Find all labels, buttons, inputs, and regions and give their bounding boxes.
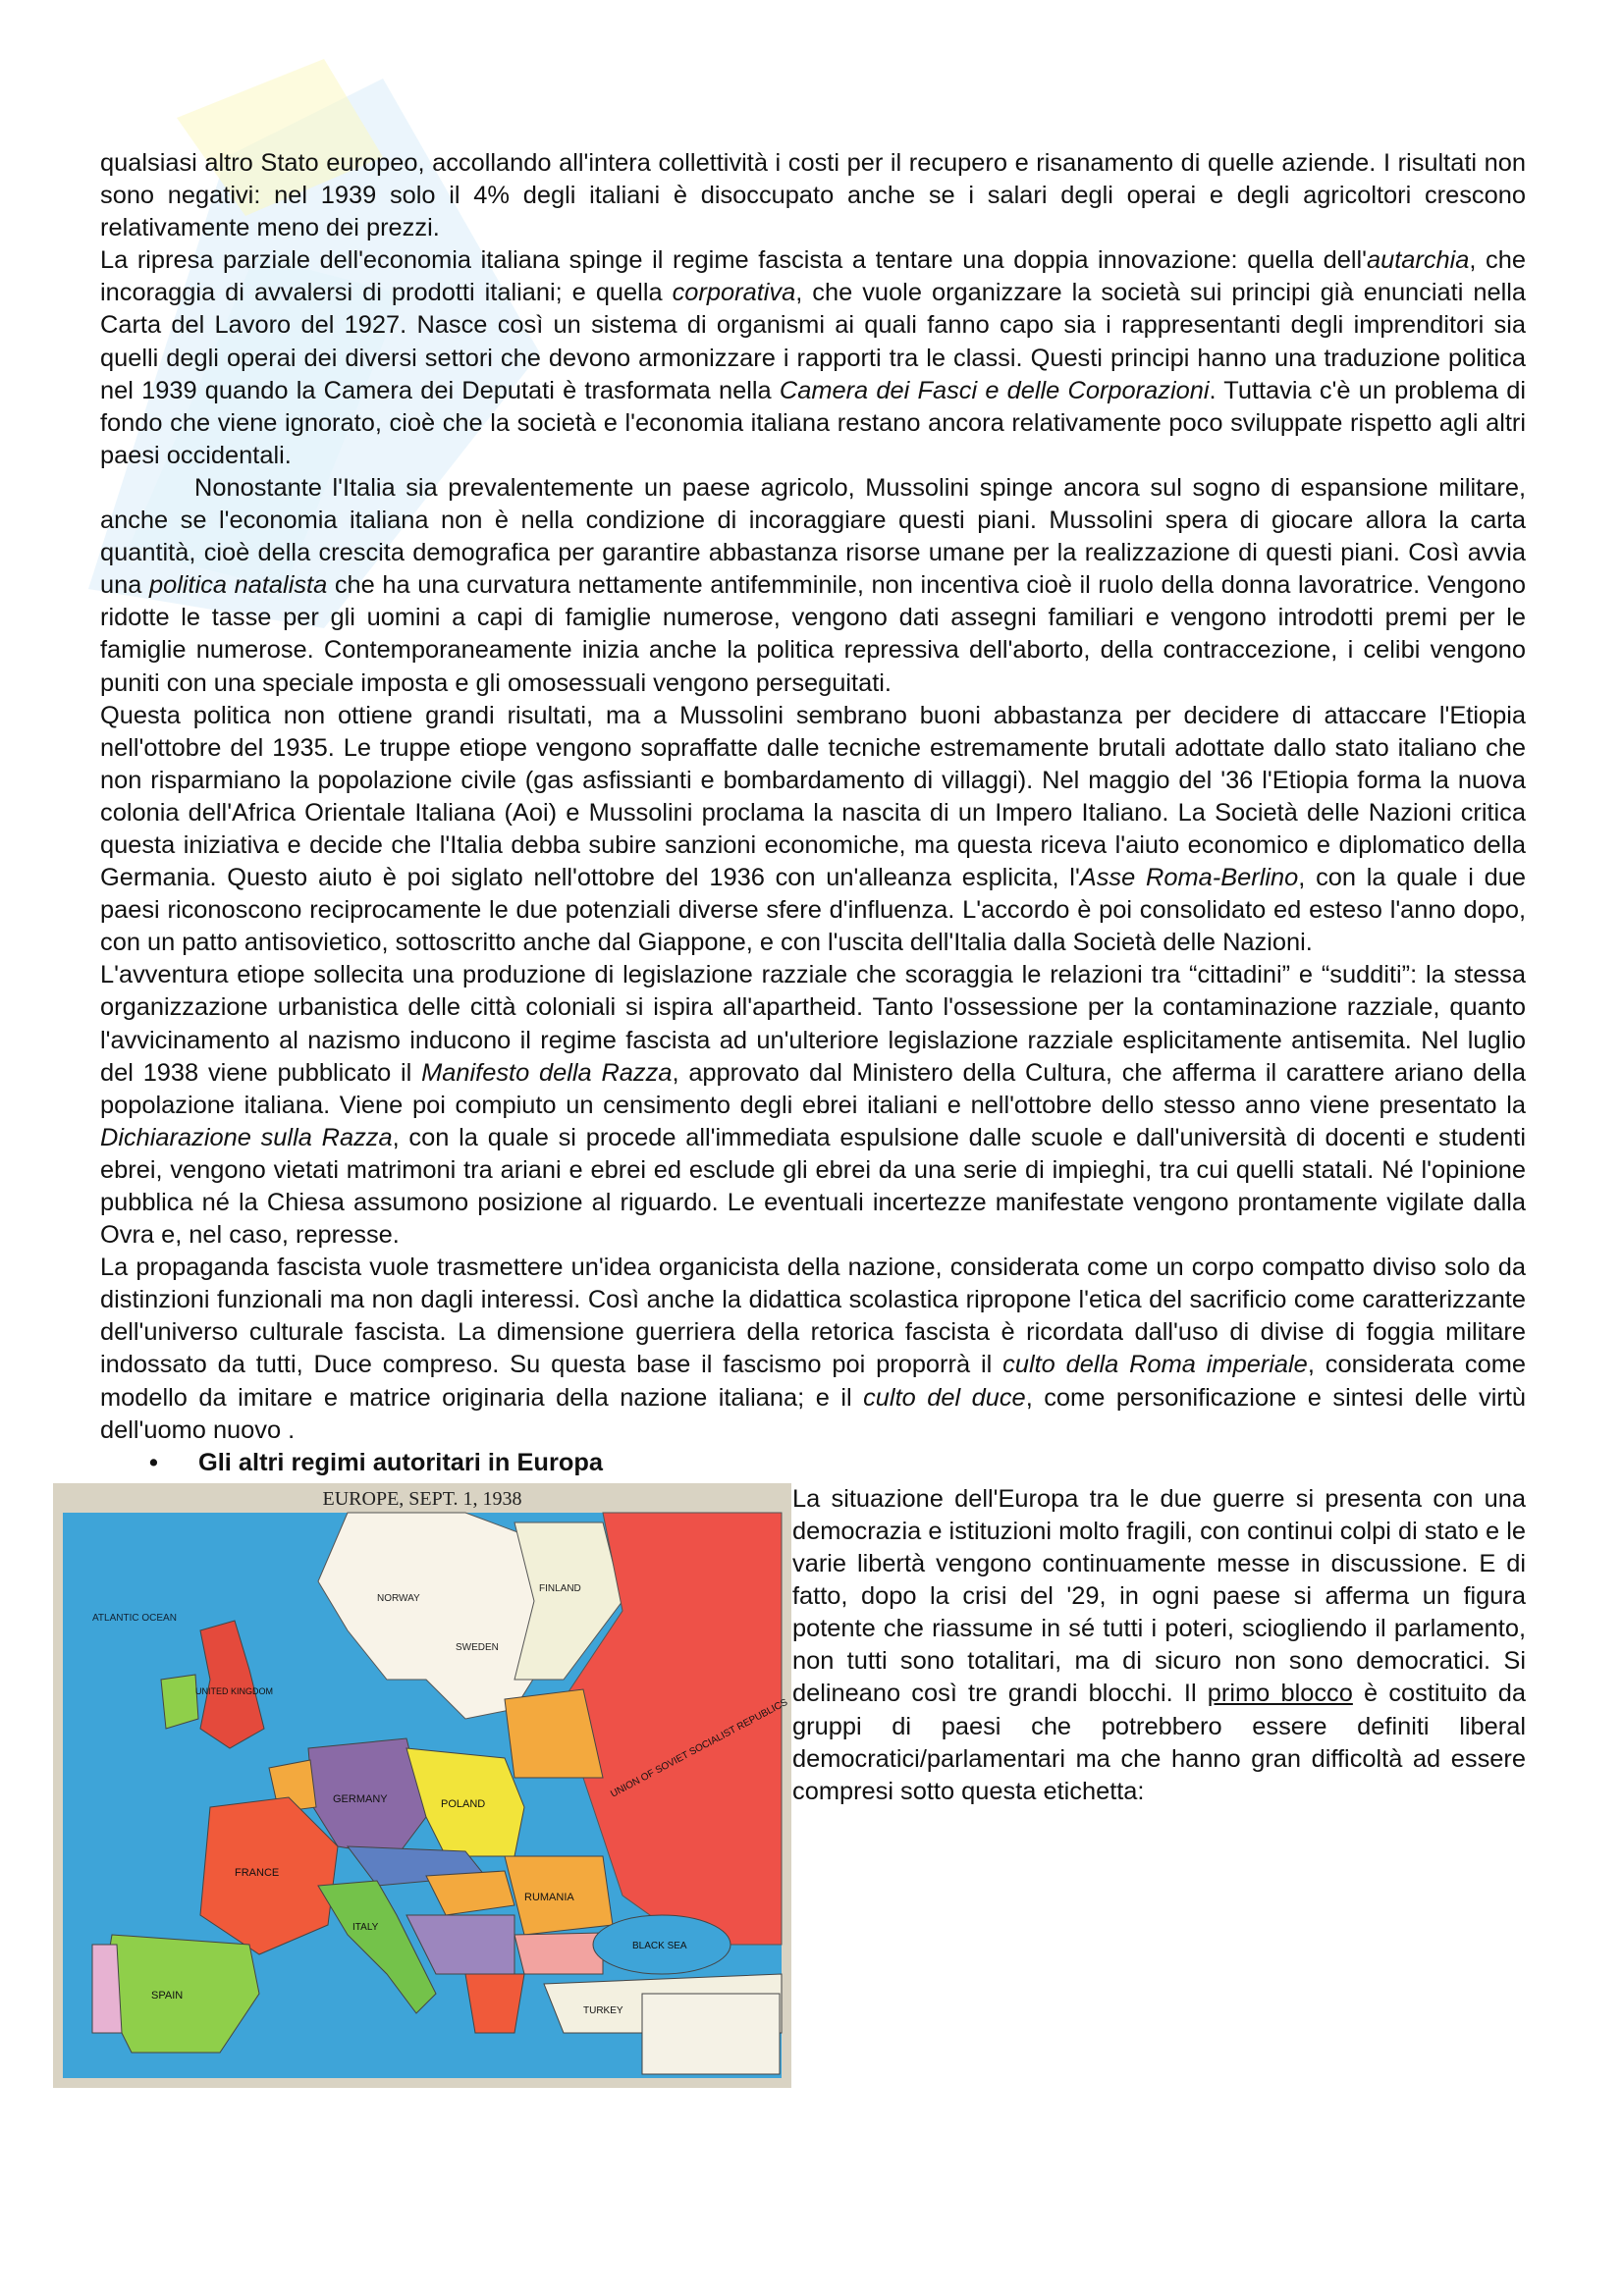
map-label-italy: ITALY	[352, 1921, 379, 1933]
paragraph-6: La propaganda fascista vuole trasmettere un'idea organicista della nazione, considerata come un corpo compatto diviso solo da distinzioni funzionali ma non dagli interessi. Così anche la didattica scolastica ripropone l'etica del sacrificio come caratterizzante dell'universo culturale fascista. La dimensione guerriera della retorica fascista è ricordata dall'uso di divise di foggia militare indossato da tutti, Duce compreso. Su questa base il fascismo poi proporrà il culto della Roma imperiale, considerata come modello da imitare e matrice originaria della nazione italiana; e il culto del duce, come personificazione e sintesi delle virtù dell'uomo nuovo .	[100, 1254, 1526, 1444]
term-autarchia: autarchia	[1366, 246, 1470, 275]
paragraph-3: Nonostante l'Italia sia prevalentemente un paese agricolo, Mussolini spinge ancora sul sogno di espansione militare, anche se l'economia italiana non è nella condizione di incoraggiare questi piani. Mussolini spera di giocare allora la carta quantità, cioè della crescita demografica per garantire abbastanza risorse umane per la realizzazione di questi piani. Così avvia una politica natalista che ha una curvatura nettamente antifemminile, non incentiva cioè il ruolo della donna lavoratrice. Vengono ridotte le tasse per gli uomini a capi di famiglie numerose, vengono dati assegni familiari e vengono introdotti premi per le famiglie numerose. Contemporaneamente inizia anche la politica repressiva dell'aborto, della contraccezione, i celibi vengono puniti con una speciale imposta e gli omosessuali vengono perseguitati.	[100, 473, 1526, 697]
map-label-sweden: SWEDEN	[456, 1641, 499, 1653]
map-label-norway: NORWAY	[377, 1592, 420, 1604]
map-ireland	[161, 1675, 198, 1729]
map-label-finland: FINLAND	[539, 1582, 581, 1594]
map-label-black-sea: BLACK SEA	[632, 1940, 687, 1951]
paragraph-5: L'avventura etiope sollecita una produzione di legislazione razziale che scoraggia le relazioni tra “cittadini” e “sudditi”: la stessa organizzazione urbanistica delle città coloniali si ispira all'apartheid. Tanto l'ossessione per la contaminazione razziale, quanto l'avvicinamento al nazismo inducono il regime fascista ad un'ulteriore legislazione razziale esplicitamente antisemita. Nel luglio del 1938 viene pubblicato il Manifesto della Razza, approvato dal Ministero della Cultura, che afferma il carattere ariano della popolazione italiana. Viene poi compiuto un censimento degli ebrei italiani e nell'ottobre dello stesso anno viene presentato la Dichiarazione sulla Razza, con la quale si procede all'immediata espulsione dalle scuole e dall'università di docenti e studenti ebrei, vengono vietati matrimoni tra ariani e ebrei ed esclude gli ebrei da una serie di impieghi, tra cui quelli statali. Né l'opinione pubblica né la Chiesa assumono posizione al riguardo. Le eventuali incertezze manifestate vengono prontamente vigilate dalla Ovra e, nel caso, represse.	[100, 961, 1526, 1250]
map-label-spain: SPAIN	[151, 1989, 184, 2002]
map-label-france: FRANCE	[235, 1866, 280, 1879]
map-label-ussr: UNION OF SOVIET SOCIALIST REPUBLICS	[609, 1696, 790, 1800]
bullet-icon: •	[149, 1448, 158, 1476]
paragraph-4: Questa politica non ottiene grandi risultati, ma a Mussolini sembrano buoni abbastanza per decidere di attaccare l'Etiopia nell'ottobre del 1935. Le truppe etiope vengono sopraffatte dalle tecniche estremamente brutali adottate dallo stato italiano che non risparmiano la popolazione civile (gas asfissianti e bombardamento di villaggi). Nel maggio del '36 l'Etiopia forma la nuova colonia dell'Africa Orientale Italiana (Aoi) e Mussolini proclama la nascita di un Impero Italiano. La Società delle Nazioni critica questa iniziativa e decide che l'Italia debba subire sanzioni economiche, ma questa riceva l'aiuto economico e diplomatico della Germania. Questo aiuto è poi siglato nell'ottobre del 1936 con un'alleanza esplicita, l'Asse Roma-Berlino, con la quale i due paesi riconoscono reciprocamente le due potenziali diverse sfere d'influenza. L'accordo è poi consolidato ed esteso l'anno dopo, con un patto antisovietico, sottoscritto anche dal Giappone, e con l'uscita dell'Italia dalla Società delle Nazioni.	[100, 701, 1526, 957]
section-heading	[149, 1447, 1526, 1479]
map-title: EUROPE, SEPT. 1, 1938	[322, 1487, 522, 1510]
map-label-atlantic: ATLANTIC OCEAN	[92, 1612, 177, 1624]
term-politica-natalista: politica natalista	[148, 571, 328, 600]
paragraph-1: qualsiasi altro Stato europeo, accollando all'intera collettività i costi per il recupero e risanamento di quelle aziende. I risultati non sono negativi: nel 1939 solo il 4% degli italiani è disoccupato anche se i salari degli operai e degli agricoltori crescono relativamente meno dei prezzi.	[100, 149, 1526, 242]
map-bulgaria	[514, 1933, 603, 1974]
map-label-germany: GERMANY	[333, 1792, 388, 1805]
section-body	[92, 1483, 1526, 2111]
side-paragraph: La situazione dell'Europa tra le due guerre si presenta con una democrazia e istituzioni molto fragili, con continui colpi di stato e le varie libertà vengono continuamente messe in discussione. E di fatto, dopo la crisi del '29, in ogni paese si afferma un figura potente che riassume in sé tutti i poteri, sciogliendo il parlamento, non tutti sono totalitari, ma di sicuro non sono democratici. Si delineano così tre grandi blocchi. Il primo blocco è costituito da gruppi di paesi che potrebbero essere definiti liberal democratici/parlamentari ma che hanno gran difficoltà ad essere compresi sotto questa etichetta:	[792, 1484, 1526, 1805]
map-portugal	[92, 1945, 122, 2033]
paragraph-2: La ripresa parziale dell'economia italiana spinge il regime fascista a tentare una doppia innovazione: quella dell'autarchia, che incoraggia di avvalersi di prodotti italiani; e quella corporativa, che vuole organizzare la società sui principi già enunciati nella Carta del Lavoro del 1927. Nasce così un sistema di organismi ai quali fanno capo sia i rappresentanti degli imprenditori sia quelli degli operai dei diversi settori che devono armonizzare i rapporti tra le classi. Questi principi hanno una traduzione politica nel 1939 quando la Camera dei Deputati è trasformata nella Camera dei Fasci e delle Corporazioni. Tuttavia c'è un problema di fondo che viene ignorato, cioè che la società e l'economia italiana restano ancora relativamente poco sviluppate rispetto agli altri paesi occidentali.	[100, 246, 1526, 469]
europe-map-image	[53, 1483, 791, 2088]
map-legend	[642, 1994, 780, 2074]
section-heading-text: Gli altri regimi autoritari in Europa	[198, 1448, 603, 1476]
term-primo-blocco: primo blocco	[1207, 1680, 1353, 1708]
map-label-turkey: TURKEY	[583, 2004, 623, 2016]
term-corporativa: corporativa	[672, 279, 796, 307]
term-dichiarazione-razza: Dichiarazione sulla Razza	[100, 1123, 393, 1151]
term-culto-duce: culto del duce	[863, 1383, 1026, 1412]
map-label-poland: POLAND	[441, 1797, 486, 1810]
map-greece	[465, 1974, 524, 2033]
term-culto-roma: culto della Roma imperiale	[1002, 1351, 1308, 1379]
document-page	[92, 147, 1526, 2111]
map-label-rumania: RUMANIA	[524, 1891, 574, 1903]
term-manifesto-razza: Manifesto della Razza	[421, 1058, 673, 1087]
term-asse-roma-berlino: Asse Roma-Berlino	[1079, 864, 1299, 892]
term-camera-fasci: Camera dei Fasci e delle Corporazioni	[779, 376, 1210, 404]
map-label-uk: UNITED KINGDOM	[195, 1685, 274, 1696]
